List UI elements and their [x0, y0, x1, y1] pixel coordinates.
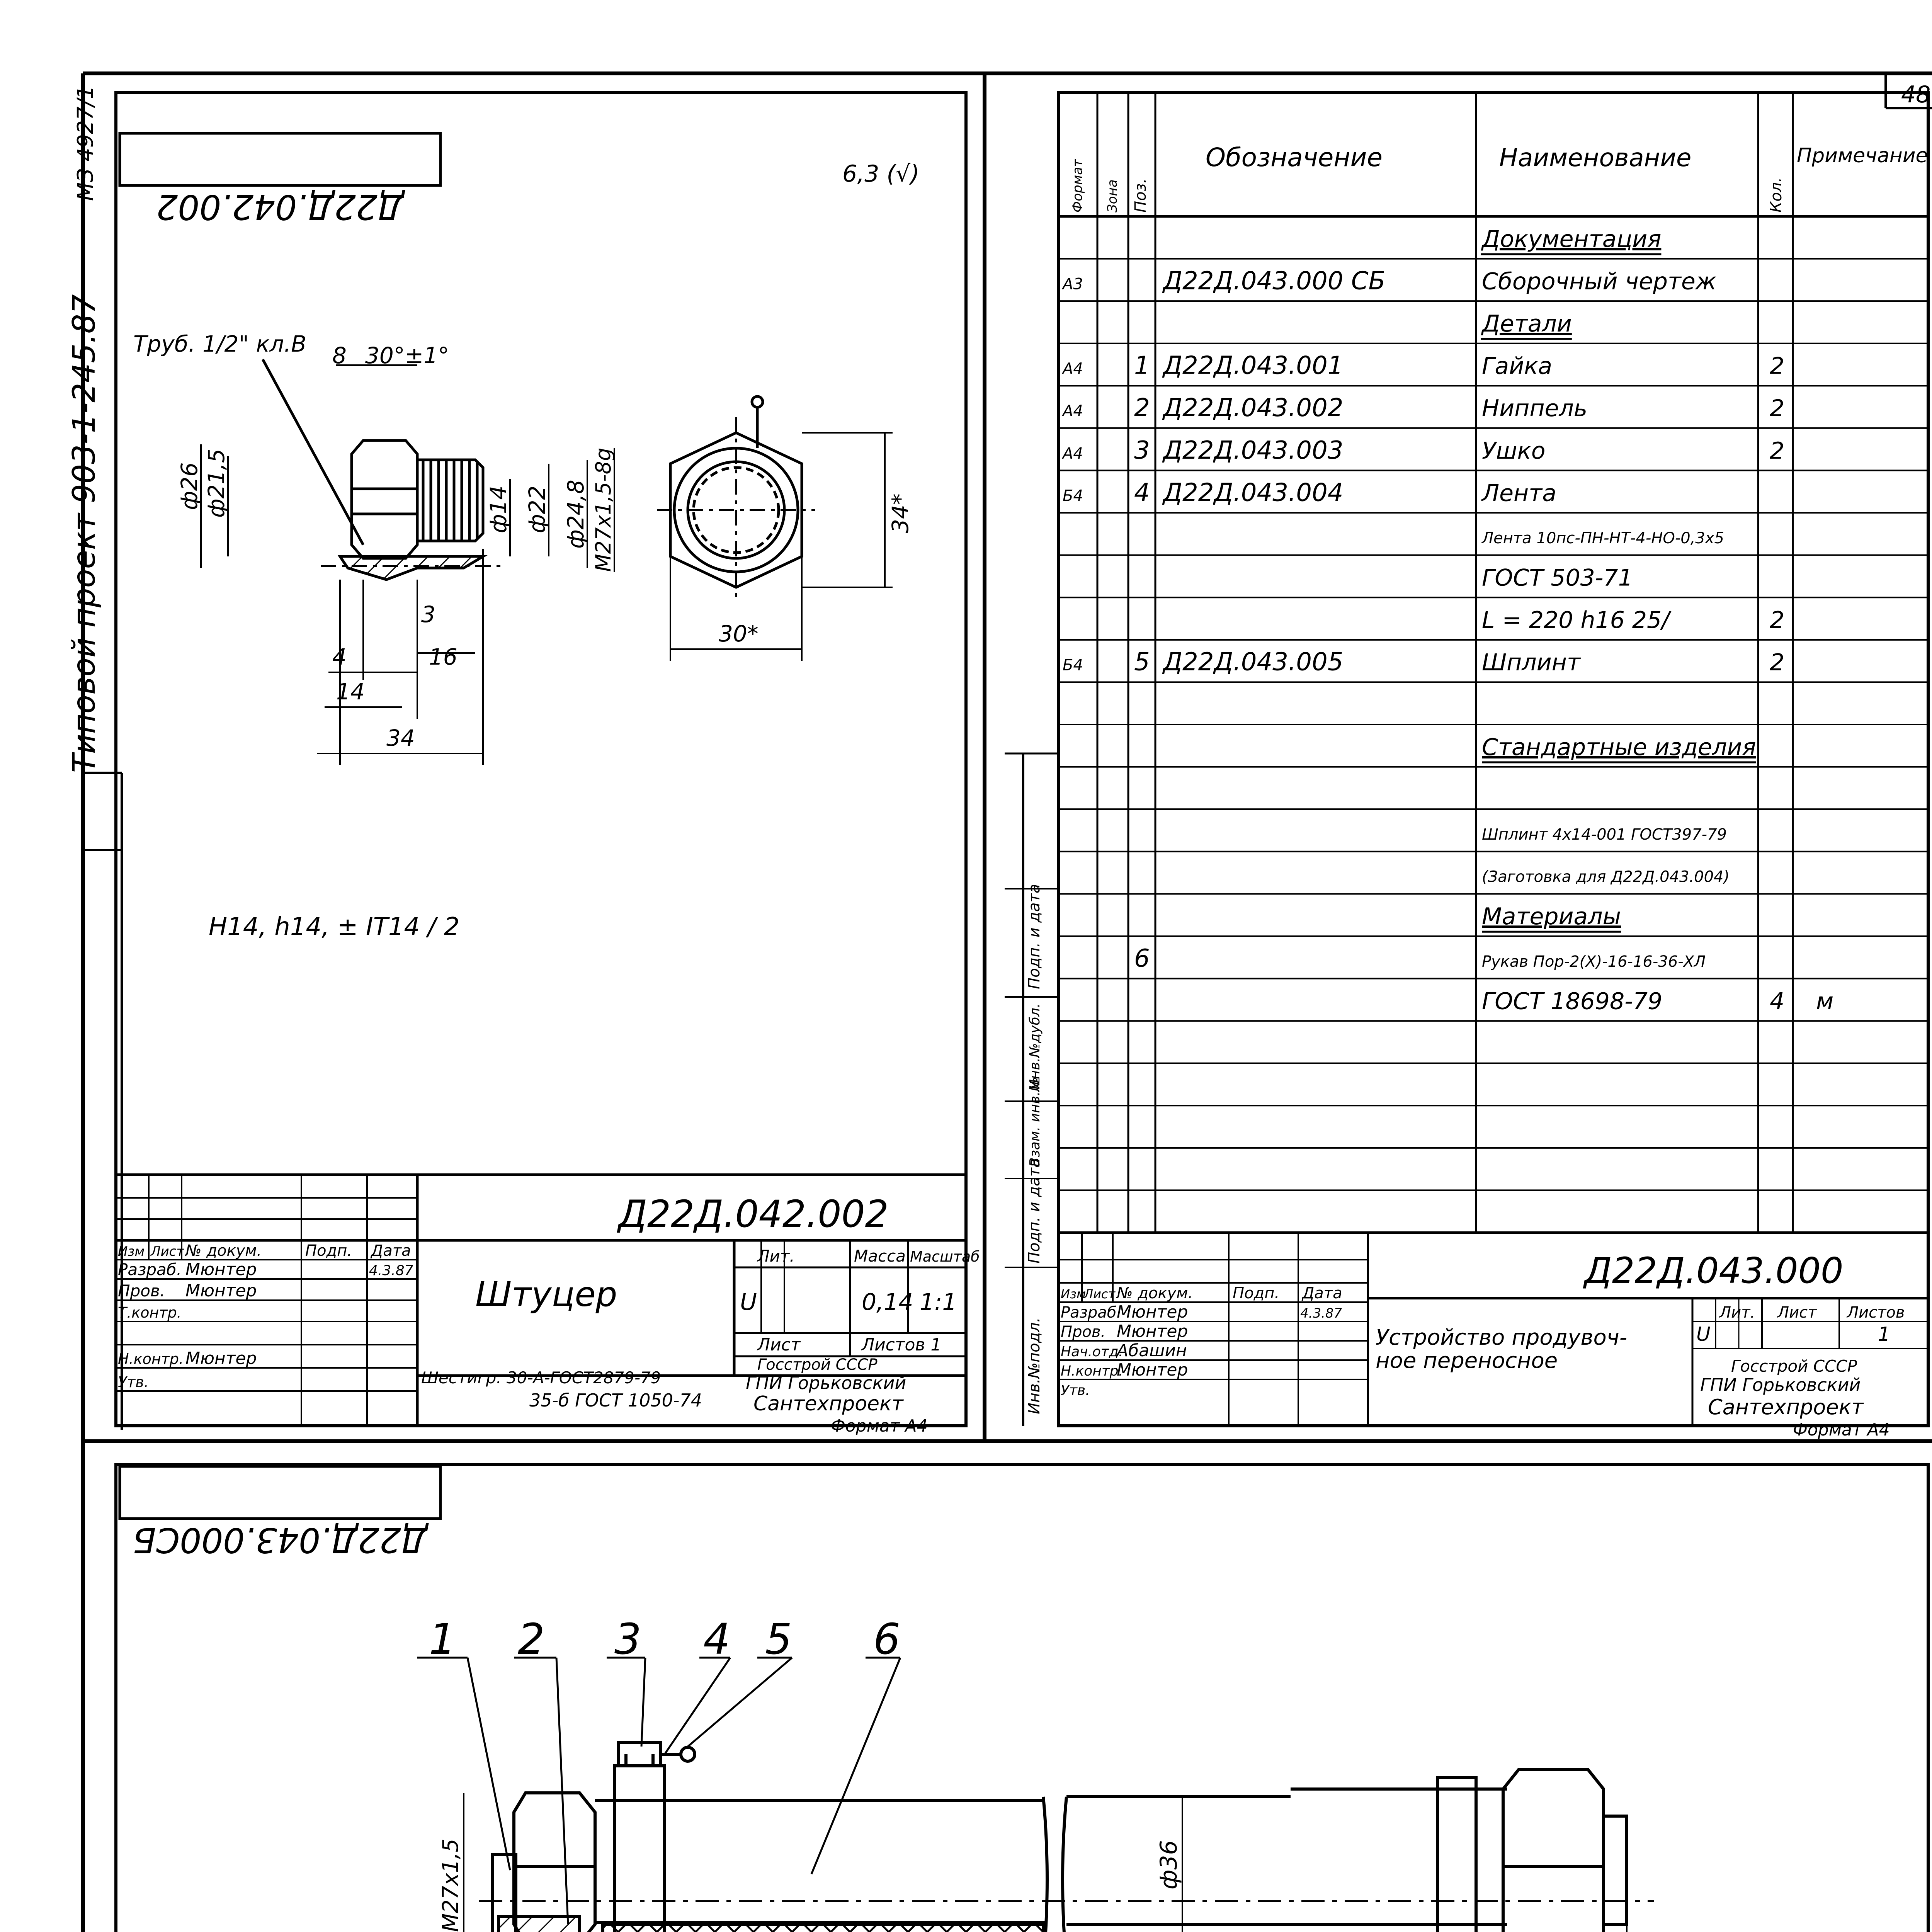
spec-cell-designation: Д22Д.043.003	[1163, 436, 1344, 465]
spec-cell-name: Стандартные изделия	[1482, 733, 1756, 761]
side-field-1: Подп. и дата	[1026, 1158, 1043, 1264]
side-field-2: Взам. инв.№	[1027, 1077, 1043, 1167]
spec-cell-pos: 2	[1134, 394, 1150, 423]
spec-cell-qty: 2	[1770, 352, 1785, 380]
spec-cell-name: L = 220 h16 25/	[1482, 607, 1670, 634]
dim-d21-5: ф21,5	[203, 449, 230, 518]
tb1-h-list: Лист	[151, 1244, 184, 1259]
callout-2: 2	[518, 1614, 545, 1664]
tb2-org-1: Госстрой СССР	[1731, 1357, 1857, 1376]
callout-1: 1	[429, 1614, 456, 1664]
side-field-3: Инв.№дубл.	[1027, 1003, 1043, 1090]
spec-cell-pos: 3	[1134, 436, 1150, 465]
spec-cell-name: Шплинт	[1482, 649, 1580, 676]
tb2-role-3: Н.контр.	[1061, 1363, 1123, 1379]
spec-cell-format: Б4	[1063, 656, 1083, 674]
spec-cell-name: Лента	[1482, 480, 1556, 507]
tb2-sheets: 1	[1878, 1323, 1890, 1345]
tb2-name-1l: Устройство продувоч-	[1376, 1325, 1628, 1350]
tb1-name-4: Мюнтер	[185, 1349, 257, 1368]
tb2-name-0: Мюнтер	[1117, 1302, 1188, 1322]
tb2-h-lit: Лит.	[1719, 1304, 1755, 1321]
tb1-name-1: Мюнтер	[185, 1281, 257, 1301]
tb1-h-date: Дата	[371, 1242, 411, 1260]
spec-cell-name: Детали	[1482, 310, 1572, 338]
tb2-format: Формат А4	[1793, 1420, 1890, 1440]
tb1-role-1: Пров.	[118, 1281, 165, 1300]
side-field-0: Инв.№подл.	[1026, 1317, 1043, 1414]
spec-cell-qty: 2	[1770, 649, 1785, 676]
spec-h-qty: Кол.	[1767, 177, 1785, 213]
tb2-name-2: Абашин	[1117, 1341, 1187, 1361]
tb2-org-2: ГПИ Горьковский	[1700, 1374, 1861, 1395]
tb1-role-5: Утв.	[118, 1374, 149, 1391]
spec-cell-pos: 1	[1134, 351, 1150, 380]
project-stamp: Типовой проект 903-1-245.87	[66, 294, 102, 773]
spec-cell-designation: Д22Д.043.005	[1163, 648, 1344, 677]
spec-cell-name: ГОСТ 18698-79	[1482, 988, 1663, 1015]
tb1-h-sign: Подп.	[305, 1242, 352, 1260]
dim-s34: 34*	[887, 493, 913, 533]
tb1-name: Штуцер	[475, 1274, 617, 1314]
dim-3: 3	[421, 601, 435, 628]
tb2-date-0: 4.3.87	[1300, 1306, 1342, 1321]
tb1-h-lit: Лит.	[757, 1247, 795, 1265]
dim-d22: ф22	[524, 485, 550, 533]
tb2-h-sheets: Листов	[1847, 1304, 1905, 1321]
tb2-name-2l: ное переносное	[1376, 1348, 1558, 1373]
dim-angle: 30°±1°	[365, 342, 449, 369]
tb1-lit: U	[740, 1289, 757, 1316]
tb1-org-2: ГПИ Горьковский	[746, 1372, 906, 1393]
side-field-4: Подп. и дата	[1026, 884, 1043, 989]
spec-cell-pos: 4	[1134, 478, 1150, 507]
tb2-role-1: Пров.	[1061, 1323, 1106, 1341]
tb2-org-3: Сантехпроект	[1708, 1395, 1864, 1419]
spec-cell-pos: 5	[1134, 648, 1150, 677]
spec-cell-name: Гайка	[1482, 352, 1553, 380]
tb1-date-0: 4.3.87	[369, 1263, 413, 1279]
tb1-code: Д22Д.042.002	[618, 1192, 889, 1236]
dim-8: 8	[332, 342, 347, 369]
tb1-sheets: Листов 1	[862, 1335, 942, 1355]
spec-cell-name: ГОСТ 503-71	[1482, 564, 1633, 592]
spec-cell-name: Документация	[1482, 225, 1662, 253]
sheet-number: 48	[1901, 81, 1931, 108]
tb1-material-1: Шестигр. 30-А-ГОСТ2879-79	[421, 1368, 661, 1387]
dim-d14: ф14	[485, 485, 512, 533]
tb2-lit: U	[1696, 1323, 1711, 1345]
callout-4: 4	[703, 1614, 730, 1664]
spec-cell-qty: 2	[1770, 437, 1785, 464]
mirrored-code-1: Д22Д.042.002	[156, 187, 404, 227]
tb1-org-3: Сантехпроект	[753, 1392, 903, 1415]
tb1-h-scale: Масштаб	[910, 1248, 980, 1265]
dim-m27: М27х1,5-8g	[591, 447, 616, 572]
spec-h-note: Примечание	[1797, 144, 1928, 167]
spec-cell-qty: 4	[1770, 988, 1785, 1015]
tb2-h-doc: № докум.	[1117, 1284, 1193, 1302]
tb2-code: Д22Д.043.000	[1584, 1250, 1844, 1291]
spec-cell-designation: Д22Д.043.001	[1163, 351, 1344, 380]
tb1-h-mass: Масса	[854, 1247, 906, 1265]
tb1-h-izm: Изм	[118, 1244, 145, 1259]
spec-cell-format: А3	[1063, 275, 1083, 293]
tb2-name-1: Мюнтер	[1117, 1321, 1188, 1341]
dim-4: 4	[332, 644, 347, 670]
tb1-name-0: Мюнтер	[185, 1260, 257, 1279]
dim-d26: ф26	[176, 462, 202, 510]
tb1-format: Формат А4	[831, 1416, 928, 1436]
dim-s30: 30*	[719, 621, 759, 647]
roughness-mark: 6,3 (√)	[842, 160, 920, 187]
pipe-note: Труб. 1/2" кл.В	[133, 331, 306, 357]
tb2-name-3: Мюнтер	[1117, 1360, 1188, 1380]
tb1-sheet: Лист	[757, 1335, 801, 1355]
tb2-h-date: Дата	[1302, 1284, 1342, 1302]
tb1-scale: 1:1	[920, 1289, 957, 1316]
spec-h-zone: Зона	[1105, 179, 1120, 213]
dim-34: 34	[386, 725, 415, 751]
tb2-role-0: Разраб.	[1061, 1304, 1122, 1321]
callout-3: 3	[614, 1614, 641, 1664]
dim-d36: ф36	[1155, 1840, 1182, 1889]
tb1-role-2: Т.контр.	[118, 1304, 182, 1321]
spec-cell-format: А4	[1063, 360, 1083, 378]
spec-cell-name: Ниппель	[1482, 395, 1588, 422]
spec-cell-qty: 2	[1770, 395, 1785, 422]
tolerance-note: Н14, h14, ± IT14 / 2	[209, 913, 460, 941]
spec-cell-name: Рукав Пор-2(X)-16-16-36-ХЛ	[1482, 952, 1706, 971]
tb2-h-sheet: Лист	[1777, 1304, 1817, 1321]
tb2-role-4: Утв.	[1061, 1383, 1090, 1398]
tb1-role-0: Разраб.	[118, 1260, 182, 1279]
tb1-h-doc: № докум.	[185, 1242, 262, 1260]
spec-cell-qty: 2	[1770, 607, 1785, 634]
spec-cell-name: Материалы	[1482, 903, 1621, 930]
spec-h-designation: Обозначение	[1206, 143, 1383, 172]
spec-cell-format: А4	[1063, 444, 1083, 463]
spec-cell-designation: Д22Д.043.002	[1163, 394, 1344, 423]
dim-14: 14	[336, 679, 365, 705]
archive-number: МЗ 4927/1	[73, 85, 98, 201]
spec-cell-name: (Заготовка для Д22Д.043.004)	[1482, 868, 1730, 886]
spec-cell-designation: Д22Д.043.004	[1163, 478, 1344, 507]
spec-h-format: Формат	[1070, 159, 1085, 213]
tb2-h-list: Лист	[1084, 1287, 1116, 1301]
spec-cell-pos: 6	[1134, 944, 1150, 973]
spec-cell-note: м	[1816, 988, 1834, 1015]
callout-6: 6	[873, 1614, 900, 1664]
spec-cell-designation: Д22Д.043.000 СБ	[1163, 267, 1386, 296]
tb1-material-2: 35-б ГОСТ 1050-74	[529, 1390, 702, 1411]
tb2-h-izm: Изм	[1061, 1287, 1086, 1301]
tb2-role-2: Нач.отд.	[1061, 1344, 1123, 1360]
tb1-mass: 0,14	[862, 1289, 913, 1316]
dim-d24-8: ф24,8	[563, 480, 589, 549]
dim-m27-asm: М27х1,5	[438, 1838, 463, 1932]
spec-cell-name: Сборочный чертеж	[1482, 268, 1716, 295]
callout-5: 5	[765, 1614, 792, 1664]
mirrored-code-2: Д22Д.043.000СБ	[133, 1520, 428, 1560]
tb2-h-sign: Подп.	[1233, 1284, 1280, 1302]
spec-h-pos: Поз.	[1132, 178, 1150, 213]
dim-16: 16	[429, 644, 457, 670]
tb1-role-4: Н.контр.	[118, 1350, 184, 1367]
spec-h-name: Наименование	[1499, 144, 1692, 172]
spec-cell-format: Б4	[1063, 487, 1083, 505]
tb1-org-1: Госстрой СССР	[757, 1356, 878, 1374]
spec-cell-name: Лента 10пс-ПН-НТ-4-НО-0,3х5	[1482, 529, 1724, 547]
spec-cell-name: Шплинт 4х14-001 ГОСТ397-79	[1482, 826, 1727, 844]
spec-cell-format: А4	[1063, 402, 1083, 420]
spec-cell-name: Ушко	[1482, 437, 1546, 464]
